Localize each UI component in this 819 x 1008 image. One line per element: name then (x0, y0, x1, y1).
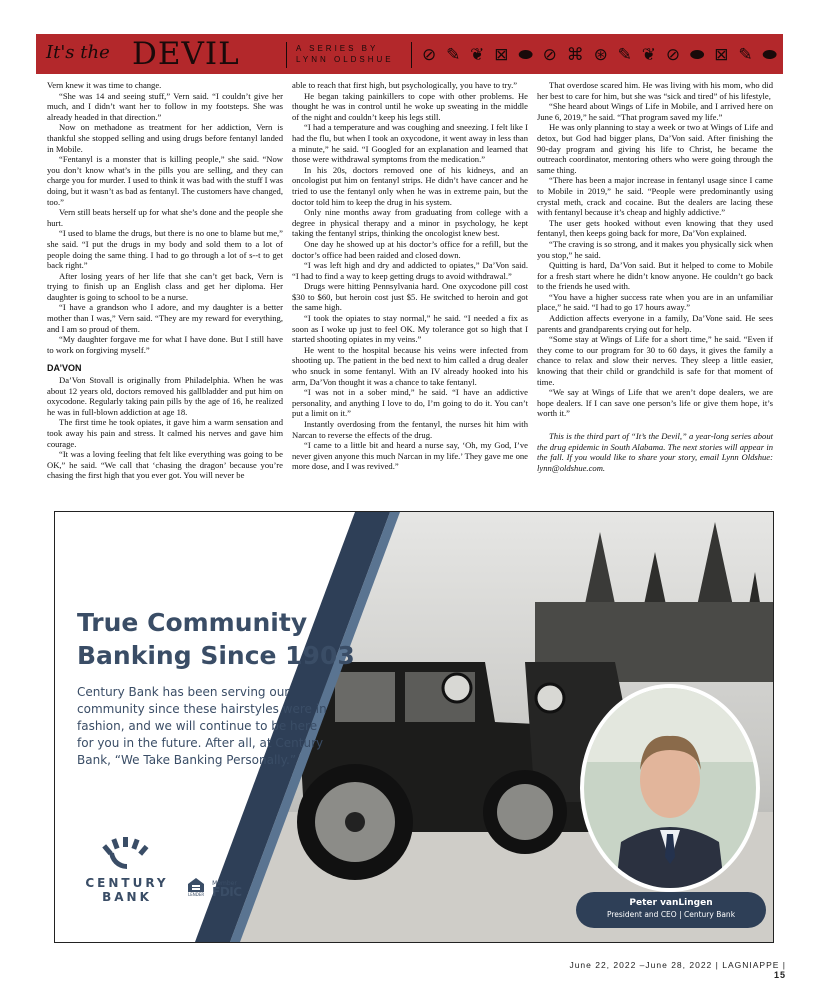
article-paragraph: “She heard about Wings of Life in Mobile, and I arrived here on June 6, 2019,” he said. “That program saved my life.” (537, 101, 773, 122)
executive-role: President and CEO | Century Bank (606, 910, 736, 919)
page-footer: June 22, 2022 –June 28, 2022 | LAGNIAPPE | 15 (569, 960, 786, 980)
article-paragraph: “I had a temperature and was coughing and sneezing. I felt like I had the flu, but when I took an oxycodone, it went away in less than a minute,” he said. “I Googled for an explanation and learned that those were withdrawal symptoms from the medication.” (292, 122, 528, 165)
article-column-3 (537, 80, 773, 473)
century-bank-advertisement (54, 511, 774, 943)
banner-doodle-icon: ✎ (446, 45, 461, 65)
article-paragraph: Vern knew it was time to change. (47, 80, 162, 90)
banner-doodle-icon: ✎ (738, 45, 753, 65)
equal-housing-icon (188, 878, 204, 892)
article-paragraph: “I was left high and dry and addicted to opiates,” Da’Von said. “I had to find a way to keep getting drugs to avoid withdrawal.” (292, 260, 528, 281)
banner-doodle-icon: ⊠ (494, 45, 509, 65)
article-paragraph: He was only planning to stay a week or two at Wings of Life and detox, but God had bigger plans, Da’Von said. After finishing the 90-day program and giving his life to Christ, he became the outreach coordinator, mentoring others who were going through the same thing. (537, 122, 773, 175)
article-paragraph: “I used to blame the drugs, but there is no one to blame but me,” she said. “I put the drugs in my body and sold them to a lot of people doing the same thing. I had to go through a lot of s--t to get back right.” (47, 228, 283, 271)
article-paragraph: Vern still beats herself up for what she’s done and the people she hurt. (47, 207, 283, 228)
banner-devil: DEVIL (132, 36, 240, 72)
article-paragraph: He began taking painkillers to cope with other problems. He thought he was in control until he woke up sweating in the middle of the night and couldn’t keep his legs still. (292, 90, 528, 122)
equal-housing-label: LENDER (188, 892, 205, 897)
article-paragraph: “I came to a little bit and heard a nurse say, ‘Oh, my God, I’ve never given anyone this much Narcan in my life.’ They gave me one more dose, and I was revived.” (292, 440, 528, 472)
article-paragraph: “I took the opiates to stay normal,” he said. “I needed a fix as soon as I woke up just to feel OK. My tolerance got so high that I started shooting opiates in my veins.” (292, 313, 528, 345)
banner-doodle-icon: ⊘ (665, 45, 681, 65)
banner-doodle-icon: ⬬ (518, 45, 533, 65)
banner-series-line2: LYNN OLDSHUE (296, 55, 394, 64)
executive-caption (576, 892, 766, 928)
article-paragraph: “It was a loving feeling that felt like everything was going to be OK,” he said. “We call that ‘chasing the dragon’ because you’re chasing the first high that you ever got. You will never be (47, 449, 283, 481)
banner-divider (411, 42, 412, 68)
century-sunburst-icon (77, 837, 177, 871)
banner-its-the: It's the (46, 42, 110, 63)
article-paragraph: One day he showed up at his doctor’s office for a refill, but the doctor’s office had been raided and closed down. (292, 238, 528, 260)
regulatory-badges (188, 878, 242, 897)
article-paragraph: able to reach that first high, but psychologically, you have to try.” (292, 80, 518, 90)
banner-doodle-icon: ❦ (641, 45, 656, 65)
ad-body-text: Century Bank has been serving our community since these hairstyles were in fashion, and we will continue to be here for you in the future. After all, at Century Bank, “We Take Banking Personally.” (77, 685, 327, 767)
article-paragraph: Now on methadone as treatment for her addiction, Vern is thankful she stopped selling and using drugs before fentanyl landed in Mobile. (47, 122, 283, 154)
logo-wordmark-line1: CENTURY (85, 876, 169, 890)
publication-name: LAGNIAPPE (722, 960, 780, 970)
century-bank-logo (77, 837, 177, 904)
article-paragraph: Quitting is hard, Da’Von said. But it helped to come to Mobile for a fresh start where he didn’t know anyone. He couldn’t go back to the friends he used with. (537, 260, 773, 292)
banner-doodle-icon: ⊛ (593, 45, 608, 65)
series-banner (36, 34, 783, 74)
banner-divider (286, 42, 287, 68)
article-paragraph: “Fentanyl is a monster that is killing people,” she said. “Now you don’t know what’s in the pills you are selling, and they can charge you for murder. I used to think it was bad with the stuff I was doing, but it wasn’t as bad as fentanyl. The customers have changed, too.” (47, 154, 283, 207)
section-heading-davon: DA’VON (47, 363, 82, 374)
article-paragraph: “My daughter forgave me for what I have done. But I still have to work on forgiving myself.” (47, 334, 283, 355)
article-paragraph: He went to the hospital because his veins were infected from shooting up. The patient in the bed next to him called a drug dealer who snuck in some fentanyl. With an IV already hooked into his arm, Da’Von thought it was a chance to take fentanyl. (292, 344, 528, 387)
article-paragraph: “There has been a major increase in fentanyl usage since I came to Mobile in 2019,” he said. “People were predominantly using crystal meth, crack and cocaine. But the dealers are lacing these with fentanyl because it’s cheap and highly addictive.” (537, 175, 773, 218)
article-paragraph: Only nine months away from graduating from college with a degree in physical therapy and a minor in psychology, he kept taking the fentanyl strips, thinking the oncologist knew best. (292, 207, 528, 239)
article-paragraph: After losing years of her life that she can’t get back, Vern is trying to finish up an English class and get her diploma. Her daughter is going to school to be a nurse. (47, 270, 283, 302)
banner-doodle-icon: ⊠ (714, 45, 729, 65)
fdic-label: FDIC (212, 885, 242, 899)
article-paragraph: “Some stay at Wings of Life for a short time,” he said. “Even if they come to our program for 30 to 60 days, it gives the family a chance to relax and slow their nerves. They sleep a little easier, knowing that their child or grandchild is safe for that moment of time. (537, 334, 773, 387)
article-column-1 (47, 80, 283, 481)
banner-series-by (296, 43, 394, 65)
banner-doodle-icon: ⊘ (422, 45, 437, 65)
article-paragraph: “I was not in a sober mind,” he said. “I have an addictive personality, and anything I love to do, I’m going to do it. You can’t put a limit on it.” (292, 387, 528, 419)
fdic-badge (212, 879, 241, 897)
article-paragraph: “I have a grandson who I adore, and my daughter is a better mother than I was,” Vern said. “They are my reward for everything, and I am so proud of them. (47, 302, 283, 334)
banner-doodle-icon: ✎ (617, 45, 632, 65)
banner-series-line1: A SERIES BY (296, 44, 379, 53)
article-paragraph: Drugs were hitting Pennsylvania hard. One oxycodone pill cost $30 to $60, but heroin cost just $5. He switched to heroin and got the same high. (292, 281, 528, 313)
issue-dates: June 22, 2022 –June 28, 2022 (569, 960, 713, 970)
article-column-2 (292, 80, 528, 472)
banner-doodle-icon: ⊘ (542, 45, 557, 65)
banner-doodle-icon: ❦ (470, 45, 485, 65)
article-paragraph: The first time he took opiates, it gave him a warm sensation and took away his pain and stress. It calmed his nerves and gave him courage. (47, 417, 283, 449)
executive-name: Peter vanLingen (629, 898, 713, 908)
fdic-member-label: Member (212, 880, 237, 887)
banner-doodle-icon: ⬬ (689, 45, 705, 65)
article-paragraph: “She was 14 and seeing stuff,” Vern said. “I couldn’t give her much, and I didn’t want her to follow in my footsteps. She was already headed in that direction.” (47, 90, 283, 122)
series-note: This is the third part of “It’s the Devil,” a year-long series about the drug epidemic in South Alabama. The next stories will appear in the fall. If you would like to share your story, email Lynn Oldshue: lynn@oldshue.com. (537, 431, 773, 473)
article-paragraph: Addiction affects everyone in a family, Da’Vone said. He sees parents and grandparents crying out for help. (537, 313, 773, 334)
article-paragraph: In his 20s, doctors removed one of his kidneys, and an oncologist put him on fentanyl strips. He didn’t have cancer and he tried to use the fentanyl only when he was in extreme pain, but the doctor told him to keep the drug in his system. (292, 164, 528, 207)
page-number: 15 (773, 970, 786, 980)
banner-icon-strip (422, 41, 777, 69)
banner-doodle-icon: ⌘ (566, 45, 584, 65)
banner-doodle-icon: ⬬ (762, 45, 777, 65)
article-paragraph: The user gets hooked without even knowing that they used fentanyl, then keeps going back for more, Da’Von explained. (537, 217, 773, 239)
article-paragraph: “We say at Wings of Life that we aren’t dope dealers, we are hope dealers. If I can save one person’s life or give them hope, it’s worth it.” (537, 387, 773, 419)
article-paragraph: “You have a higher success rate when you are in an unfamiliar place,” he said. “I had to go 17 hours away.” (537, 291, 773, 313)
article-paragraph: Instantly overdosing from the fentanyl, the nurses hit him with Narcan to reverse the effects of the drug. (292, 419, 528, 440)
article-paragraph: “The craving is so strong, and it makes you physically sick when you stop,” he said. (537, 238, 773, 260)
equal-housing-lender (188, 878, 204, 897)
logo-wordmark-line2: BANK (102, 890, 152, 904)
ad-headline: True Community Banking Since 1903 (77, 608, 355, 670)
article-paragraph: Da’Von Stovall is originally from Philadelphia. When he was about 12 years old, doctors removed his gallbladder and put him on oxycodone. Regularly taking pain pills by the age of 16, he realized he was in full-blown addiction at age 18. (47, 375, 283, 417)
article-paragraph: That overdose scared him. He was living with his mom, who did her best to care for him, but she was “sick and tired” of his lifestyle, (537, 80, 773, 101)
